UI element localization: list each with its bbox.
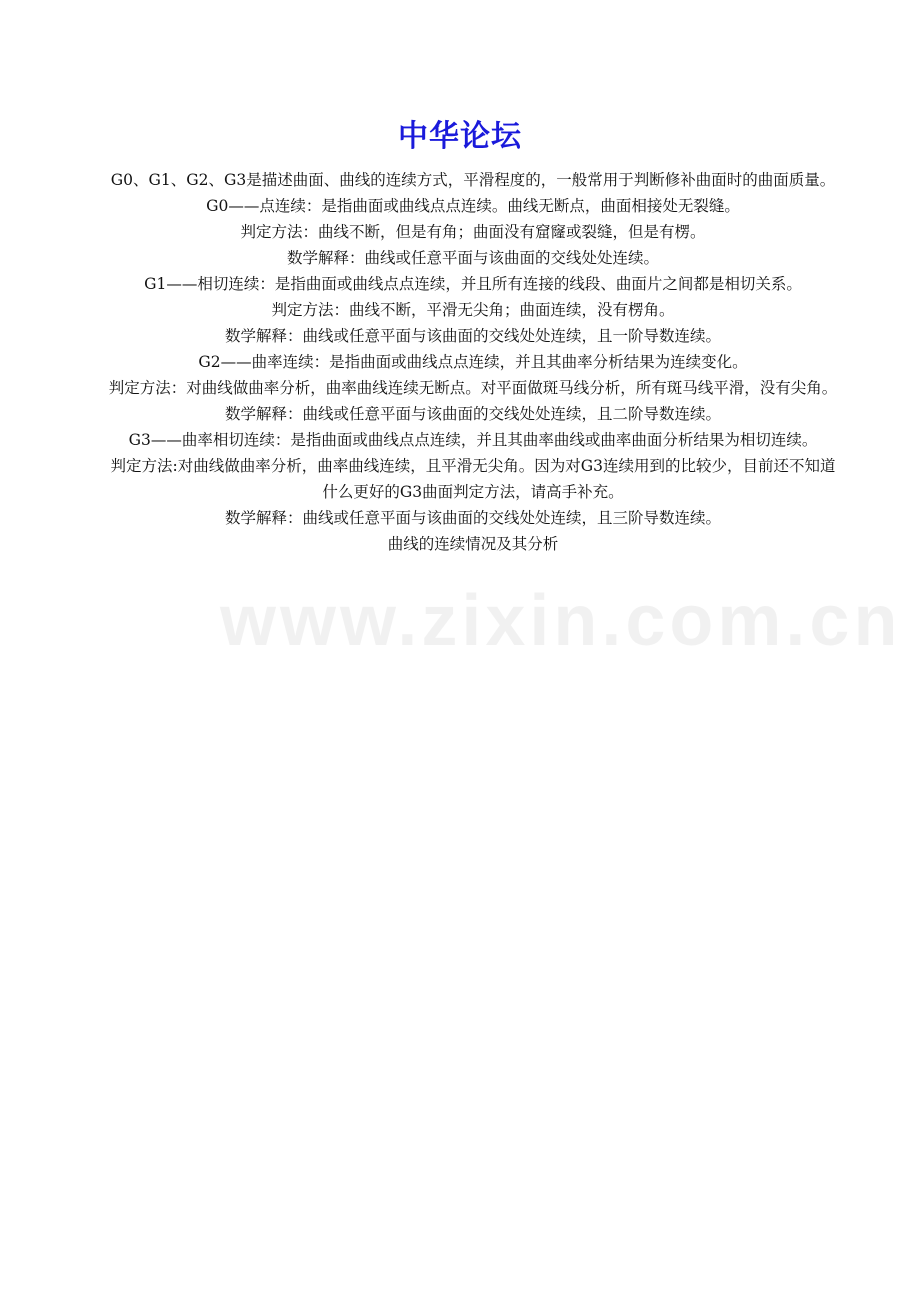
- paragraph-g3-definition: G3——曲率相切连续：是指曲面或曲线点点连续，并且其曲率曲线或曲率曲面分析结果为相切连续。: [128, 431, 818, 449]
- paragraph-g0-math: 数学解释：曲线或任意平面与该曲面的交线处处连续。: [286, 249, 659, 267]
- paragraph-g3-judgement: 判定方法:对曲线做曲率分析，曲率曲线连续，且平滑无尖角。因为对G3连续用到的比较少，目前还不知道什么更好的G3曲面判定方法，请高手补充。: [110, 457, 836, 501]
- paragraph-g1-math: 数学解释：曲线或任意平面与该曲面的交线处处连续，且一阶导数连续。: [224, 327, 721, 345]
- paragraph-g2-judgement: 判定方法：对曲线做曲率分析，曲率曲线连续无断点。对平面做斑马线分析，所有斑马线平滑，没有尖角。: [108, 379, 838, 397]
- paragraph-g2-definition: G2——曲率连续：是指曲面或曲线点点连续，并且其曲率分析结果为连续变化。: [198, 353, 748, 371]
- paragraph-g3-math: 数学解释：曲线或任意平面与该曲面的交线处处连续，且三阶导数连续。: [224, 509, 721, 527]
- paragraph-g1-judgement: 判定方法：曲线不断，平滑无尖角；曲面连续，没有楞角。: [271, 301, 675, 319]
- paragraph-section-heading: 曲线的连续情况及其分析: [387, 535, 559, 553]
- paragraph-g0-definition: G0——点连续：是指曲面或曲线点点连续。曲线无断点，曲面相接处无裂缝。: [206, 197, 740, 215]
- paragraph-g2-math: 数学解释：曲线或任意平面与该曲面的交线处处连续，且二阶导数连续。: [224, 405, 721, 423]
- paragraph-g1-definition: G1——相切连续：是指曲面或曲线点点连续，并且所有连接的线段、曲面片之间都是相切关系。: [144, 275, 802, 293]
- watermark: www.zixin.com.cn: [220, 581, 902, 661]
- page-title: 中华论坛: [398, 119, 522, 154]
- paragraph-g0-judgement: 判定方法：曲线不断，但是有角；曲面没有窟窿或裂缝，但是有楞。: [240, 223, 706, 241]
- body-text: [108, 167, 838, 557]
- paragraph-intro: G0、G1、G2、G3是描述曲面、曲线的连续方式，平滑程度的，一般常用于判断修补曲面时的曲面质量。: [110, 171, 836, 189]
